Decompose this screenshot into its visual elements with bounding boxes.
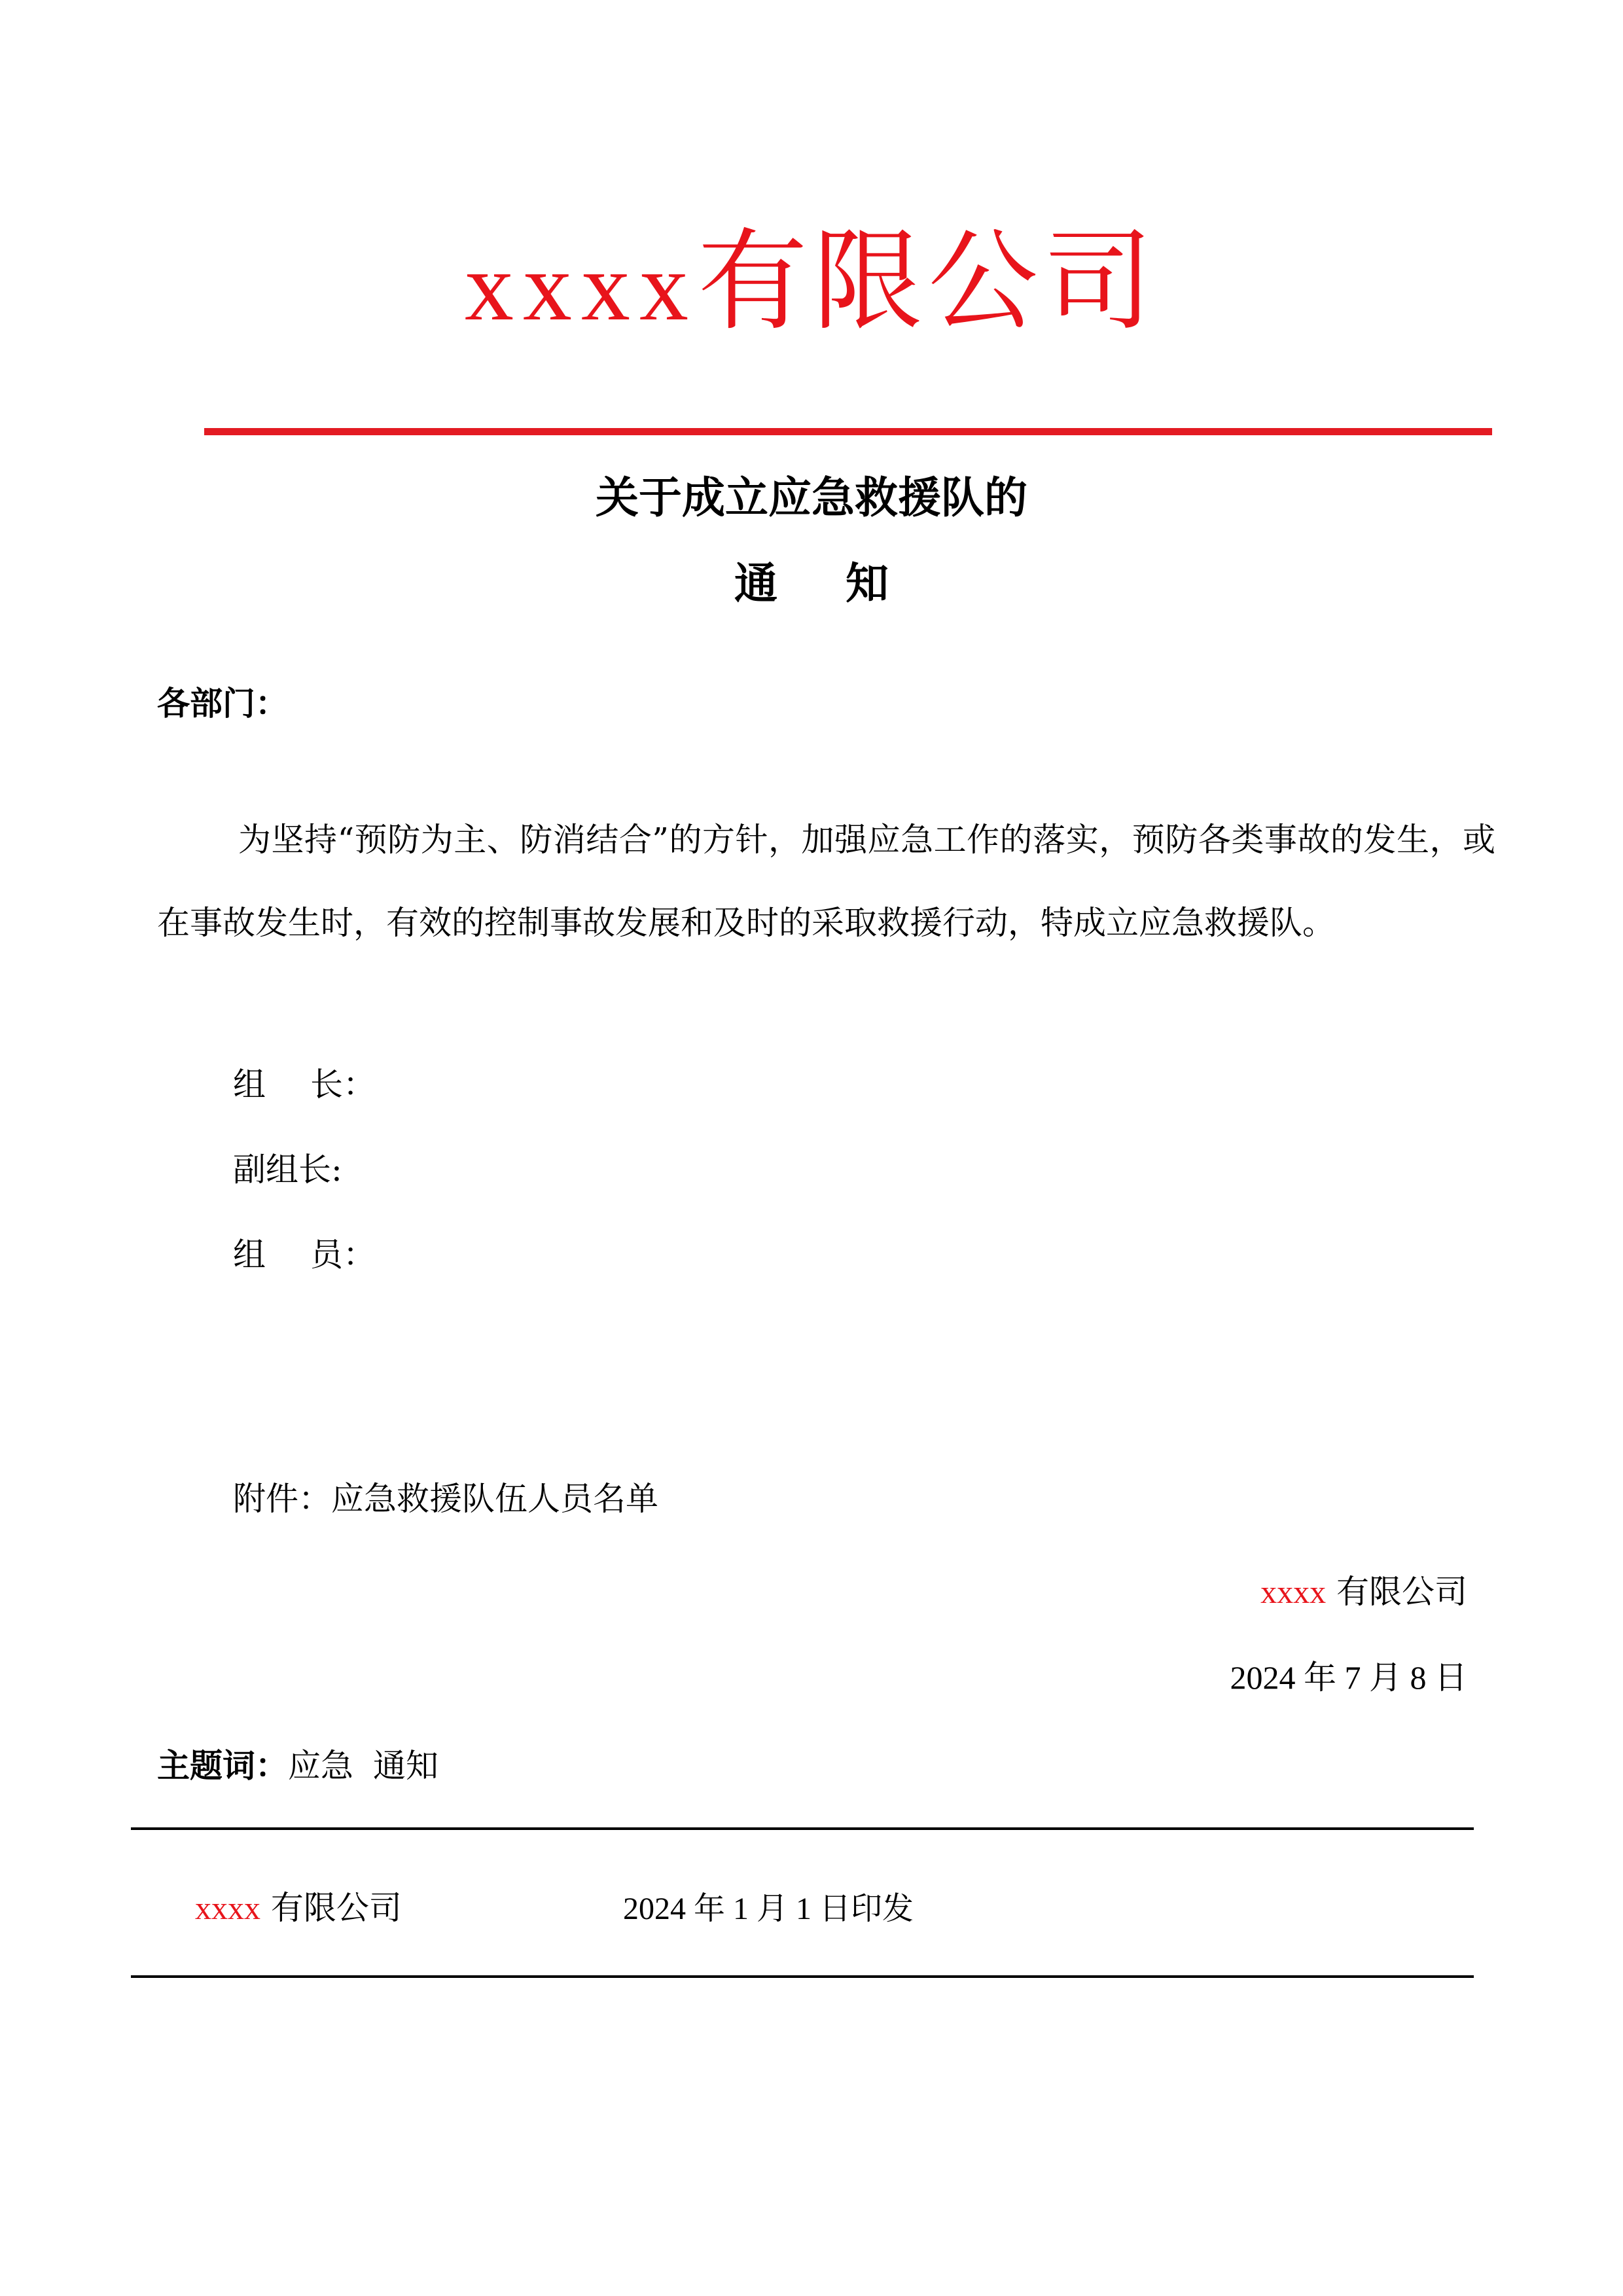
attachment-note: 附件：应急救援队伍人员名单 <box>233 1480 658 1518</box>
deputy-leader-line: 副组长: <box>233 1151 342 1189</box>
team-member-line <box>233 1225 376 1284</box>
letterhead-company-suffix: 有限公司 <box>698 217 1158 346</box>
footer-issue-date: 2024 年 1 月 1 日印发 <box>623 1892 914 1926</box>
document-subtitle <box>0 547 1623 619</box>
company-letterhead <box>0 216 1623 352</box>
letterhead-company-prefix: xxxx <box>465 232 698 341</box>
signature-company-suffix: 有限公司 <box>1326 1573 1467 1611</box>
team-leader-line <box>233 1055 376 1114</box>
team-leader-label-char: 组 <box>233 1066 266 1103</box>
keyword: 通知 <box>373 1747 438 1785</box>
team-member-label-char: 组 <box>233 1236 266 1274</box>
subject-keywords <box>157 1736 438 1795</box>
document-subtitle-char: 通 <box>734 558 777 609</box>
signature-company-prefix: xxxx <box>1260 1573 1327 1610</box>
salutation: 各部门： <box>157 684 288 723</box>
document-title: 关于成立应急救援队的 <box>596 472 1027 523</box>
signature-date: 2024 年 7 月 8 日 <box>1230 1659 1467 1696</box>
document-subtitle-char: 知 <box>846 558 889 609</box>
signature-company <box>1260 1562 1467 1621</box>
keyword: 应急 <box>288 1747 353 1785</box>
footer-company-prefix: xxxx <box>195 1890 260 1926</box>
team-leader-label-char: 长： <box>310 1066 376 1103</box>
team-member-label-char: 员： <box>310 1236 376 1274</box>
letterhead-red-rule <box>204 428 1492 435</box>
footer-company-suffix: 有限公司 <box>260 1889 402 1927</box>
footer-issuer <box>195 1878 402 1937</box>
footer-top-rule <box>131 1827 1474 1830</box>
footer-bottom-rule <box>131 1975 1474 1978</box>
keywords-label: 主题词： <box>157 1746 288 1785</box>
body-paragraph: 为坚持“预防为主、防消结合”的方针，加强应急工作的落实，预防各类事故的发生，或在事故发生时，有效的控制事故发展和及时的采取救援行动，特成立应急救援队。 <box>157 821 1495 942</box>
